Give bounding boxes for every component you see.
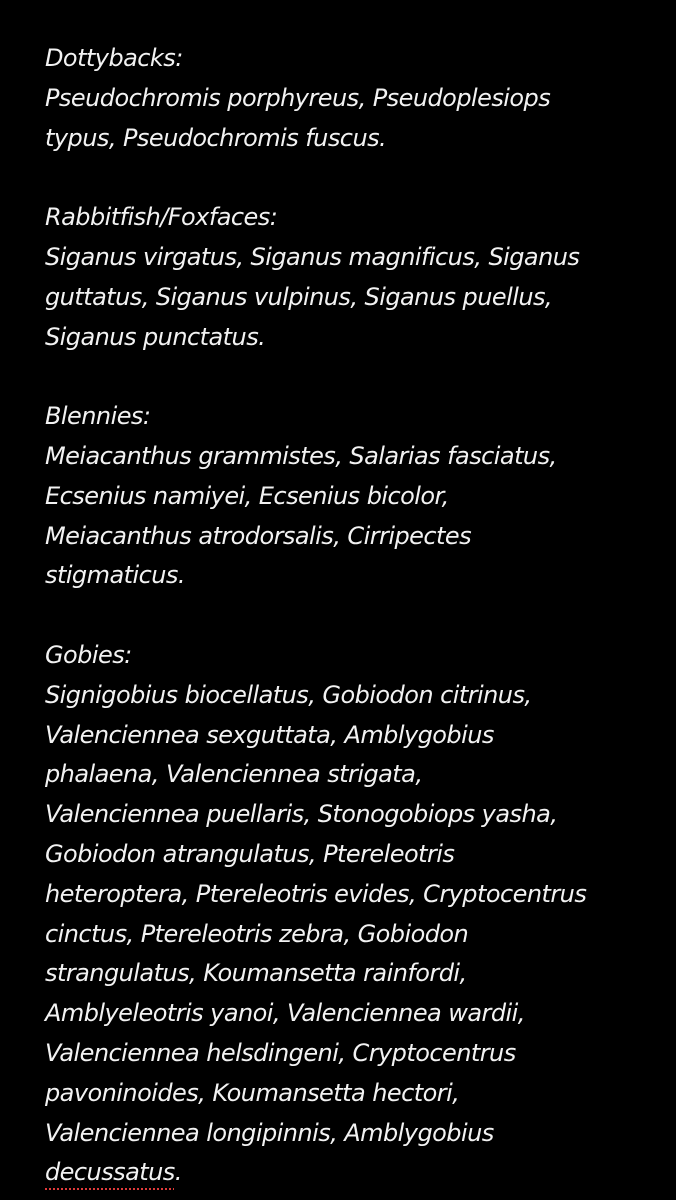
- species-line: guttatus, Siganus vulpinus, Siganus puellus,: [45, 282, 553, 311]
- species-line: Gobiodon atrangulatus, Ptereleotris: [45, 839, 455, 868]
- note-body[interactable]: [45, 39, 645, 1193]
- species-line: typus, Pseudochromis fuscus.: [45, 123, 387, 152]
- species-line: Meiacanthus atrodorsalis, Cirripectes: [45, 521, 472, 550]
- species-line: cinctus, Ptereleotris zebra, Gobiodon: [45, 919, 469, 948]
- species-line: Valenciennea puellaris, Stonogobiops yasha,: [45, 800, 558, 829]
- species-line: heteroptera, Ptereleotris evides, Cryptocentrus: [45, 879, 587, 908]
- species-line: Valenciennea helsdingeni, Cryptocentrus: [45, 1038, 516, 1067]
- section-heading-dottybacks: Dottybacks:: [45, 44, 183, 72]
- species-line: Amblyeleotris yanoi, Valenciennea wardii,: [45, 999, 525, 1028]
- trailing-punctuation: .: [174, 1158, 182, 1187]
- section-heading-gobies: Gobies:: [45, 640, 132, 669]
- species-line-last: [45, 1153, 645, 1193]
- species-line: Siganus punctatus.: [45, 322, 266, 351]
- blank-line: [45, 596, 645, 636]
- misspelled-word[interactable]: decussatus: [45, 1158, 175, 1187]
- species-line: Siganus virgatus, Siganus magnificus, Siganus: [45, 242, 580, 271]
- species-line: stigmaticus.: [45, 561, 185, 590]
- species-line: phalaena, Valenciennea strigata,: [45, 760, 423, 789]
- species-line: Valenciennea longipinnis, Amblygobius: [45, 1118, 494, 1147]
- section-heading-blennies: Blennies:: [45, 402, 151, 431]
- species-line: pavoninoides, Koumansetta hectori,: [45, 1078, 460, 1107]
- blank-line: [45, 357, 645, 397]
- species-line: Signigobius biocellatus, Gobiodon citrinus,: [45, 680, 532, 709]
- species-line: strangulatus, Koumansetta rainfordi,: [45, 959, 467, 988]
- species-line: Valenciennea sexguttata, Amblygobius: [45, 720, 494, 749]
- blank-line: [45, 158, 645, 198]
- section-heading-rabbitfish: Rabbitfish/Foxfaces:: [45, 203, 278, 232]
- species-line: Ecsenius namiyei, Ecsenius bicolor,: [45, 481, 449, 510]
- species-line: Pseudochromis porphyreus, Pseudoplesiops: [45, 83, 551, 112]
- species-line: Meiacanthus grammistes, Salarias fasciatus,: [45, 441, 557, 470]
